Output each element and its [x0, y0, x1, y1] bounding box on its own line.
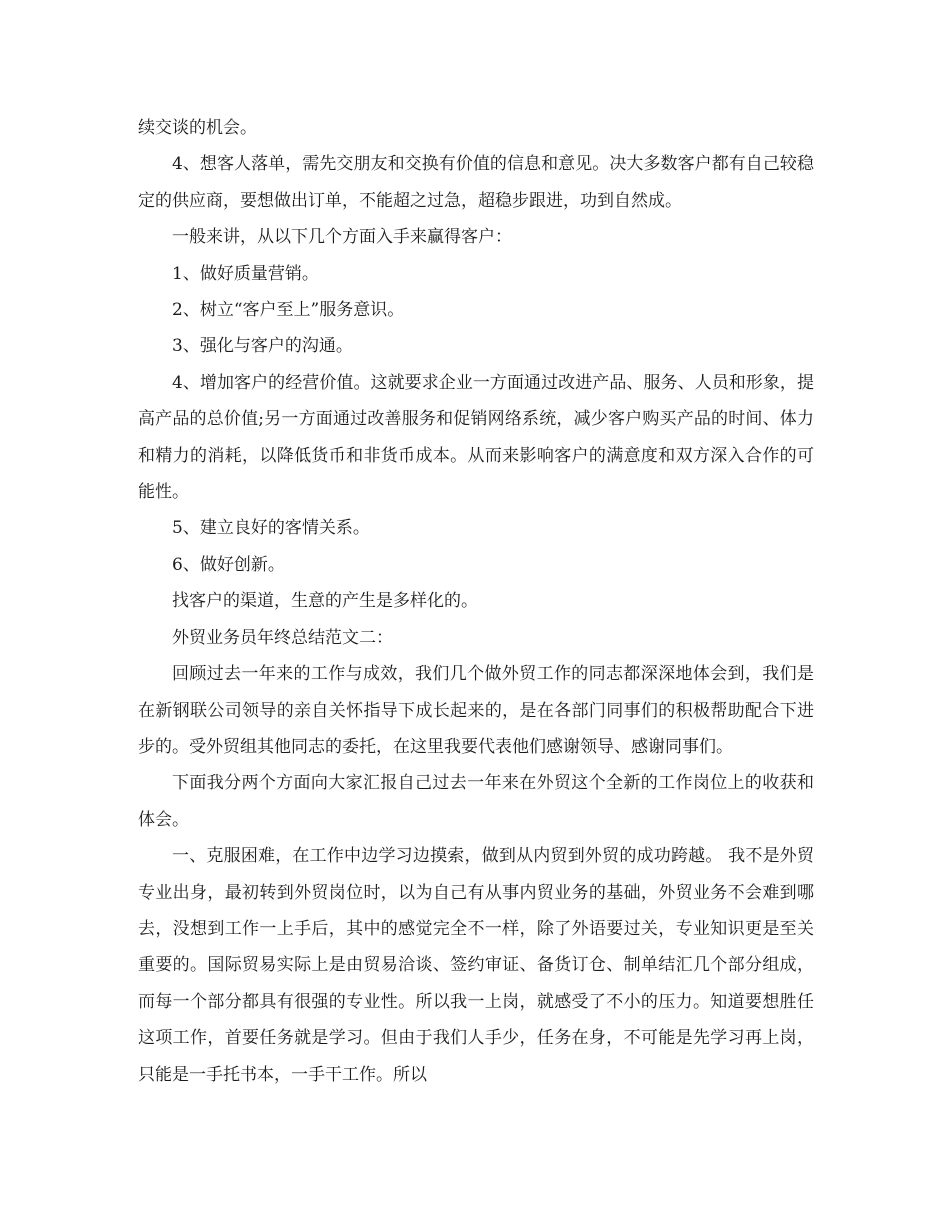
paragraph-12: 回顾过去一年来的工作与成效，我们几个做外贸工作的同志都深深地体会到，我们是在新钢联公司领导的亲自关怀指导下成长起来的，是在各部门同事们的积极帮助配合下进步的。受外贸组其他同志的委托，在这里我要代表他们感谢领导、感谢同事们。 — [138, 664, 814, 757]
paragraph-5: 2、树立“客户至上”服务意识。 — [172, 300, 405, 321]
paragraph-1: 续交谈的机会。 — [138, 118, 257, 138]
document-body — [138, 110, 814, 1093]
paragraph-10: 找客户的渠道，生意的产生是多样化的。 — [172, 591, 478, 612]
section-heading: 外贸业务员年终总结范文二： — [172, 627, 393, 648]
paragraph-3: 一般来讲，从以下几个方面入手来赢得客户： — [172, 227, 512, 248]
paragraph-2: 4、想客人落单，需先交朋友和交换有价值的信息和意见。决大多数客户都有自己较稳定的供应商，要想做出订单，不能超之过急，超稳步跟进，功到自然成。 — [138, 154, 814, 211]
paragraph-7: 4、增加客户的经营价值。这就要求企业一方面通过改进产品、服务、人员和形象，提高产品的总价值;另一方面通过改善服务和促销网络系统，减少客户购买产品的时间、体力和精力的消耗，以降低货币和非货币成本。从而来影响客户的满意度和双方深入合作的可能性。 — [138, 372, 814, 503]
paragraph-6: 3、强化与客户的沟通。 — [172, 336, 353, 357]
paragraph-9: 6、做好创新。 — [172, 554, 285, 575]
paragraph-13: 下面我分两个方面向大家汇报自己过去一年来在外贸这个全新的工作岗位上的收获和体会。 — [138, 773, 814, 830]
paragraph-14: 一、克服困难，在工作中边学习边摸索，做到从内贸到外贸的成功跨越。 我不是外贸专业出身，最初转到外贸岗位时，以为自己有从事内贸业务的基础，外贸业务不会难到哪去，没想到工作一上手后，其中的感觉完全不一样，除了外语要过关，专业知识更是至关重要的。国际贸易实际上是由贸易洽谈、签约审证、备货订仓、制单结汇几个部分组成，而每一个部分都具有很强的专业性。所以我一上岗，就感受了不小的压力。知道要想胜任这项工作，首要任务就是学习。但由于我们人手少，任务在身，不可能是先学习再上岗，只能是一手托书本，一手干工作。所以 — [138, 846, 814, 1085]
paragraph-4: 1、做好质量营销。 — [172, 263, 319, 284]
paragraph-8: 5、建立良好的客情关系。 — [172, 518, 370, 539]
